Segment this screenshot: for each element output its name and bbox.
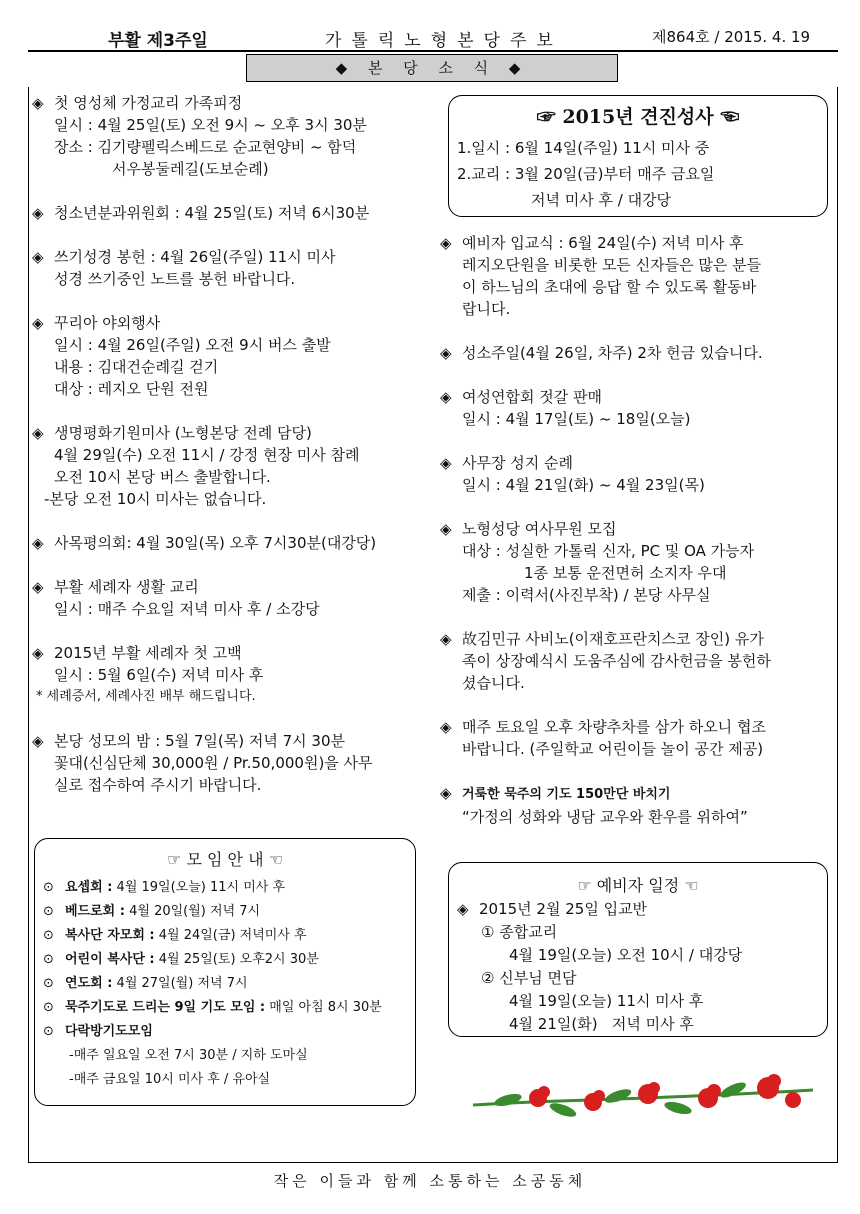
diamond-bullet-icon: ◈ [440, 630, 452, 648]
meeting-sub: -매주 금요일 10시 미사 후 / 유아실 [69, 1072, 271, 1087]
circle-dot-icon: ⊙ [43, 880, 54, 895]
circle-dot-icon: ⊙ [43, 1000, 54, 1015]
confirmation-line: 1.일시 : 6월 14일(주일) 11시 미사 중 [457, 139, 710, 157]
notice-item: ◈ 쓰기성경 봉헌 : 4월 26일(주일) 11시 미사 성경 쓰기중인 노트를 봉헌 바랍니다. [32, 248, 336, 288]
meeting-item: ⊙ 묵주기도로 드리는 9일 기도 모임 : 매일 아침 8시 30분 [43, 996, 415, 1020]
notice-item: ◈ 여성연합회 젓갈 판매 일시 : 4월 17일(토) ~ 18일(오늘) [440, 388, 691, 428]
diamond-bullet-icon: ◈ [32, 248, 44, 266]
confirmation-line: 저녁 미사 후 / 대강당 [531, 191, 672, 209]
circle-dot-icon: ⊙ [43, 952, 54, 967]
season-label: 부활 제3주일 [108, 31, 208, 51]
notice-item: ◈ 생명평화기원미사 (노형본당 전례 담당) 4월 29일(수) 오전 11시 / 강정 현장 미사 참례 오전 10시 본당 버스 출발합니다. -본당 오전 10시 미사는 없습니다. [32, 424, 360, 508]
meeting-item: ⊙ 연도회 : 4월 27일(월) 저녁 7시 [43, 972, 415, 996]
section-banner: ◆ 본 당 소 식 ◆ [246, 54, 618, 82]
issue-label: 제864호 / 2015. 4. 19 [652, 28, 811, 46]
meeting-title: ☞ 모 임 안 내 ☜ [167, 850, 283, 869]
circle-dot-icon: ⊙ [43, 928, 54, 943]
notice-item: ◈ 첫 영성체 가정교리 가족피정 일시 : 4월 25일(토) 오전 9시 ~ 오후 3시 30분 장소 : 김기량펠릭스베드로 순교현양비 ~ 함덕 서우봉둘레길(도보순례) [32, 94, 367, 178]
notice-item: ◈ 부활 세례자 생활 교리 일시 : 매주 수요일 저녁 미사 후 / 소강당 [32, 578, 320, 618]
meeting-item: ⊙ 요셉회 : 4월 19일(오늘) 11시 미사 후 [43, 876, 415, 900]
catechumen-line: 4월 19일(오늘) 오전 10시 / 대강당 [509, 946, 743, 964]
diamond-bullet-icon: ◈ [32, 534, 44, 552]
notice-item: ◈ 본당 성모의 밤 : 5월 7일(목) 저녁 7시 30분 꽃대(신심단체 30,000원 / Pr.50,000원)을 사무 실로 접수하여 주시기 바랍니다. [32, 732, 373, 794]
diamond-bullet-icon: ◈ [32, 732, 44, 750]
catechumen-line: ② 신부님 면담 [481, 969, 577, 987]
meeting-item: ⊙ 복사단 자모회 : 4월 24일(금) 저녁미사 후 [43, 924, 415, 948]
header-rule [28, 50, 838, 52]
catechumen-line: 4월 21일(화) 저녁 미사 후 [509, 1015, 694, 1033]
meeting-sub: -매주 일요일 오전 7시 30분 / 지하 도마실 [69, 1048, 308, 1063]
notice-item: ◈ 청소년분과위원회 : 4월 25일(토) 저녁 6시30분 [32, 204, 370, 222]
diamond-bullet-icon: ◈ [440, 718, 452, 736]
diamond-bullet-icon: ◈ [32, 94, 44, 112]
catechumen-line: 4월 19일(오늘) 11시 미사 후 [509, 992, 704, 1010]
confirmation-title: ☞ 2015년 견진성사 ☜ [536, 106, 740, 128]
notice-item: ◈ 거룩한 묵주의 기도 150만단 바치기 “가정의 성화와 냉담 교우와 환우를 위하여” [440, 784, 748, 826]
circle-dot-icon: ⊙ [43, 976, 54, 991]
notice-item: ◈ 2015년 부활 세례자 첫 고백 일시 : 5월 6일(수) 저녁 미사 후 * 세례증서, 세례사진 배부 해드립니다. [32, 644, 264, 704]
notice-item: ◈ 故김민규 사비노(이재호프란치스코 장인) 유가 족이 상장예식시 도움주심에 감사헌금을 봉헌하 셨습니다. [440, 630, 771, 692]
circle-dot-icon: ⊙ [43, 1024, 54, 1039]
notice-item: ◈ 성소주일(4월 26일, 차주) 2차 헌금 있습니다. [440, 344, 763, 362]
diamond-bullet-icon: ◈ [32, 644, 44, 662]
diamond-bullet-icon: ◈ [32, 578, 44, 596]
notice-item: ◈ 사목평의회: 4월 30일(목) 오후 7시30분(대강당) [32, 534, 377, 552]
bulletin-title: 가톨릭노형본당주보 [325, 31, 563, 51]
diamond-bullet-icon: ◈ [440, 784, 452, 802]
diamond-bullet-icon: ◈ [457, 900, 469, 918]
diamond-bullet-icon: ◈ [32, 314, 44, 332]
meeting-box [34, 838, 416, 1106]
circle-dot-icon: ⊙ [43, 904, 54, 919]
diamond-bullet-icon: ◈ [440, 454, 452, 472]
meeting-item: ⊙ 어린이 복사단 : 4월 25일(토) 오후2시 30분 [43, 948, 415, 972]
meeting-item: ⊙ 베드로회 : 4월 20일(월) 저녁 7시 [43, 900, 415, 924]
confirmation-line: 2.교리 : 3월 20일(금)부터 매주 금요일 [457, 165, 715, 183]
left-column [32, 92, 427, 818]
confirmation-box [448, 95, 828, 217]
notice-item: ◈ 꾸리아 야외행사 일시 : 4월 26일(주일) 오전 9시 버스 출발 내용 : 김대건순례길 걷기 대상 : 레지오 단원 전원 [32, 314, 331, 398]
footer-slogan: 작은 이들과 함께 소통하는 소공동체 [273, 1172, 587, 1190]
notice-item: ◈ 사무장 성지 순례 일시 : 4월 21일(화) ~ 4월 23일(목) [440, 454, 705, 494]
notice-item: ◈ 매주 토요일 오후 차량추차를 삼가 하오니 협조 바랍니다. (주일학교 어린이들 놀이 공간 제공) [440, 718, 766, 758]
diamond-bullet-icon: ◈ [440, 388, 452, 406]
diamond-bullet-icon: ◈ [440, 344, 452, 362]
diamond-bullet-icon: ◈ [32, 204, 44, 222]
diamond-bullet-icon: ◈ [440, 234, 452, 252]
catechumen-line: ① 종합교리 [481, 923, 558, 941]
rose-decoration [468, 1060, 818, 1130]
meeting-list [35, 876, 415, 1092]
catechumen-box [448, 862, 828, 1037]
catechumen-title: ☞ 예비자 일정 ☜ [577, 876, 699, 895]
diamond-bullet-icon: ◈ [32, 424, 44, 442]
diamond-bullet-icon: ◈ [440, 520, 452, 538]
notice-item: ◈ 노형성당 여사무원 모집 대상 : 성실한 가톨릭 신자, PC 및 OA 가능자 1종 보통 운전면허 소지자 우대 제출 : 이력서(사진부착) / 본당 사무실 [440, 520, 755, 604]
meeting-item: ⊙ 다락방기도모임 [43, 1020, 415, 1044]
right-column [440, 232, 832, 850]
notice-item: ◈ 예비자 입교식 : 6월 24일(수) 저녁 미사 후 레지오단원을 비롯한 모든 신자들은 많은 분들 이 하느님의 초대에 응답 할 수 있도록 활동바 랍니다. [440, 234, 762, 318]
catechumen-head: ◈ 2015년 2월 25일 입교반 [457, 898, 827, 921]
